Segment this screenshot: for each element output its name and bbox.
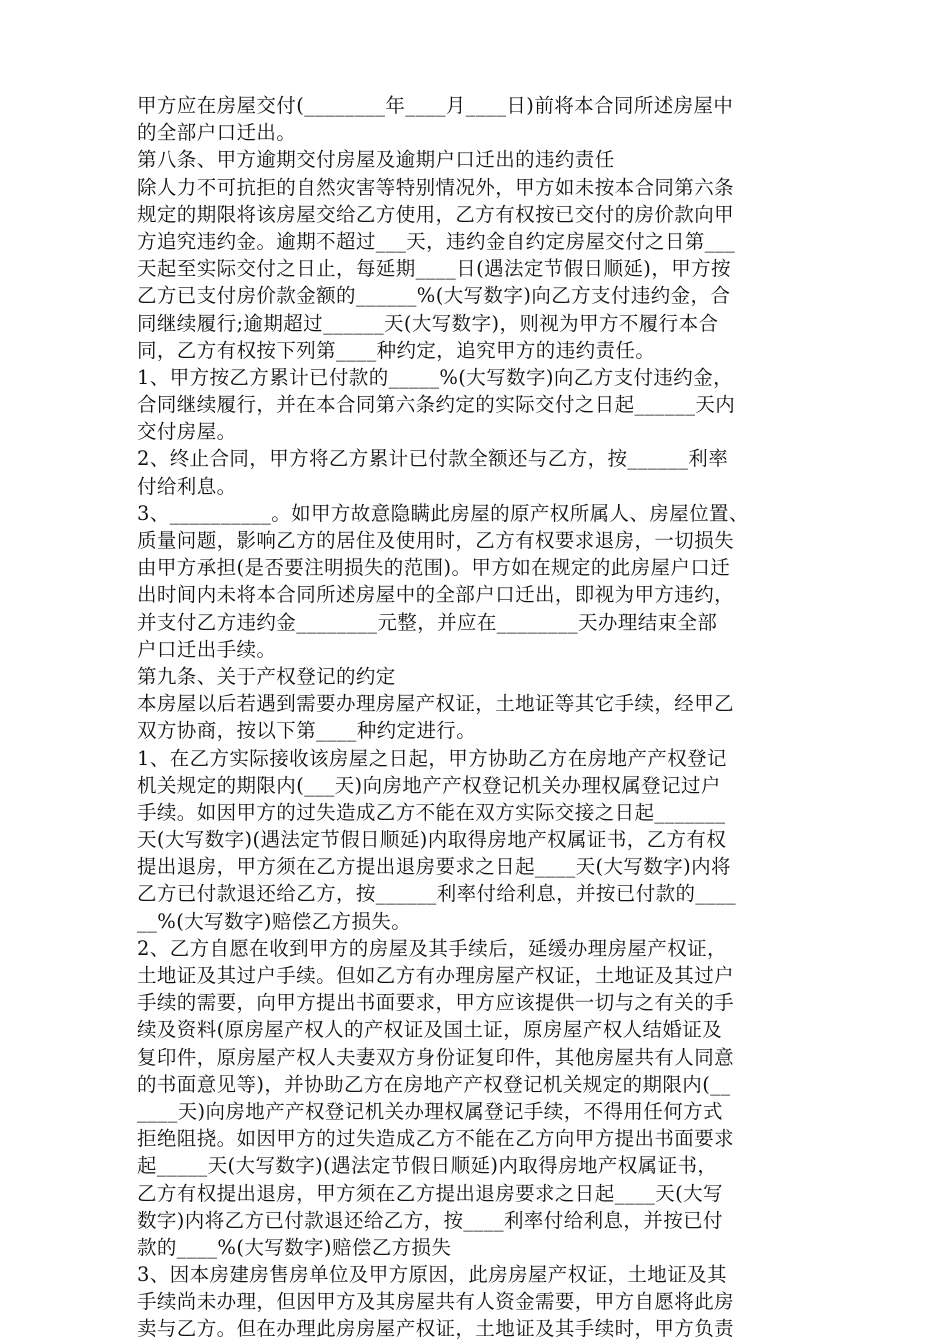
text-line: 卖与乙方。但在办理此房房屋产权证，土地证及其手续时，甲方负责 [137, 1317, 735, 1341]
text-line: 的全部户口迁出。 [137, 121, 297, 145]
text-line: 方追究违约金。逾期不超过___天，违约金自约定房屋交付之日第___ [137, 229, 736, 253]
text-line: 复印件，原房屋产权人夫妻双方身份证复印件，其他房屋共有人同意 [137, 1045, 735, 1069]
text-line: 天(大写数字)(遇法定节假日顺延)内取得房地产权属证书，乙方有权 [137, 828, 727, 852]
section-heading: 第八条、甲方逾期交付房屋及逾期户口迁出的违约责任 [137, 148, 615, 172]
section-heading: 第九条、关于产权登记的约定 [137, 664, 396, 688]
text-line: 本房屋以后若遇到需要办理房屋产权证，土地证等其它手续，经甲乙 [137, 692, 735, 716]
text-line: 起_____天(大写数字)(遇法定节假日顺延)内取得房地产权属证书， [137, 1154, 718, 1178]
text-line: 款的____%(大写数字)赔偿乙方损失 [137, 1235, 452, 1259]
text-line: 质量问题，影响乙方的居住及使用时，乙方有权要求退房，一切损失 [137, 529, 735, 552]
text-line: 由甲方承担(是否要注明损失的范围)。甲方如在规定的此房屋户口迁 [137, 556, 731, 580]
text-line: 续及资料(原房屋产权人的产权证及国土证，原房屋产权人结婚证及 [137, 1018, 723, 1042]
text-line: 2、终止合同，甲方将乙方累计已付款全额还与乙方，按______利率 [137, 447, 729, 471]
text-line: 手续的需要，向甲方提出书面要求，甲方应该提供一切与之有关的手 [137, 991, 735, 1015]
text-line: 同继续履行;逾期超过______天(大写数字)，则视为甲方不履行本合 [137, 311, 719, 335]
text-line: 的书面意见等)，并协助乙方在房地产产权登记机关规定的期限内(__ [137, 1072, 731, 1096]
text-line: 拒绝阻挠。如因甲方的过失造成乙方不能在乙方向甲方提出书面要求 [137, 1127, 735, 1151]
text-line: 乙方有权提出退房，甲方须在乙方提出退房要求之日起____天(大写 [137, 1181, 723, 1205]
text-line: 土地证及其过户手续。但如乙方有办理房屋产权证，土地证及其过户 [137, 964, 735, 987]
text-line: 规定的期限将该房屋交给乙方使用，乙方有权按已交付的房价款向甲 [137, 202, 735, 226]
text-line: 数字)内将乙方已付款退还给乙方，按____利率付给利息，并按已付 [137, 1208, 723, 1232]
text-line: 甲方应在房屋交付(________年____月____日)前将本合同所述房屋中 [137, 94, 734, 117]
text-line: 双方协商，按以下第____种约定进行。 [137, 719, 477, 743]
text-line: 3、因本房建房售房单位及甲方原因，此房房屋产权证，土地证及其 [137, 1263, 727, 1287]
text-line: 提出退房，甲方须在乙方提出退房要求之日起____天(大写数字)内将 [137, 855, 731, 879]
text-line: 除人力不可抗拒的自然灾害等特别情况外，甲方如未按本合同第六条 [137, 175, 735, 199]
text-line: 2、乙方自愿在收到甲方的房屋及其手续后，延缓办理房屋产权证， [137, 936, 727, 960]
text-line: 乙方已支付房价款金额的______%(大写数字)向乙方支付违约金，合 [137, 284, 731, 308]
text-line: __%(大写数字)赔偿乙方损失。 [137, 909, 412, 933]
text-line: 机关规定的期限内(___天)向房地产产权登记机关办理权属登记过户 [137, 773, 721, 797]
document-page [137, 92, 827, 1343]
text-line: 出时间内未将本合同所述房屋中的全部户口迁出，即视为甲方违约， [137, 583, 735, 607]
text-line: 户口迁出手续。 [137, 637, 277, 661]
text-line: 合同继续履行，并在本合同第六条约定的实际交付之日起______天内 [137, 393, 736, 417]
text-line: 1、甲方按乙方累计已付款的_____%(大写数字)向乙方支付违约金， [137, 365, 734, 389]
text-line: 1、在乙方实际接收该房屋之日起，甲方协助乙方在房地产产权登记 [137, 746, 727, 770]
text-line: 乙方已付款退还给乙方，按______利率付给利息，并按已付款的____ [137, 882, 737, 906]
text-line: 交付房屋。 [137, 420, 237, 444]
text-line: 手续尚未办理，但因甲方及其房屋共有人资金需要，甲方自愿将此房 [137, 1290, 735, 1314]
text-line: 付给利息。 [137, 474, 237, 498]
text-line: 并支付乙方违约金________元整，并应在________天办理结束全部 [137, 610, 718, 634]
text-line: 天起至实际交付之日止，每延期____日(遇法定节假日顺延)，甲方按 [137, 257, 731, 281]
text-line: 手续。如因甲方的过失造成乙方不能在双方实际交接之日起_______ [137, 800, 726, 824]
text-line: ____天)向房地产产权登记机关办理权属登记手续，不得用任何方式 [137, 1099, 723, 1123]
text-line: 3、__________。如甲方故意隐瞒此房屋的原产权所属人、房屋位置、 [137, 501, 749, 525]
text-line: 同，乙方有权按下列第____种约定，追究甲方的违约责任。 [137, 338, 656, 362]
